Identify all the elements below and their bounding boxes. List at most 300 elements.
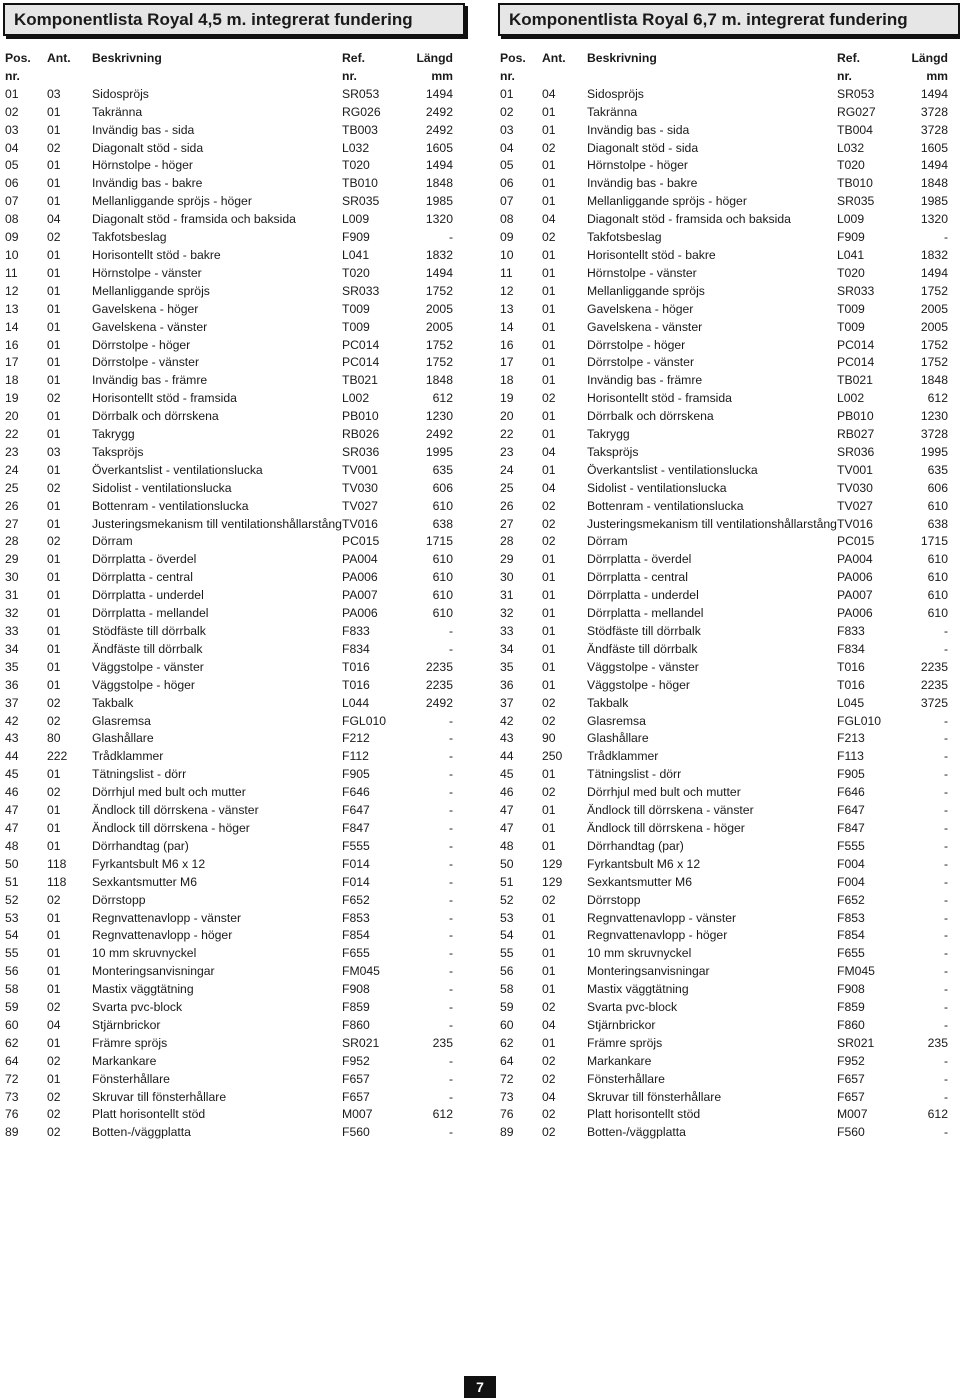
cell-len: -	[448, 1053, 453, 1068]
cell-ref: L032	[837, 140, 865, 155]
cell-desc: Trådklammer	[587, 749, 659, 764]
table-row	[498, 623, 948, 641]
cell-len: 606	[432, 480, 453, 495]
table-row	[3, 426, 453, 444]
cell-pos: 07	[500, 194, 514, 209]
cell-ref: PA006	[837, 570, 873, 585]
cell-ant: 04	[542, 1089, 556, 1104]
table-row	[3, 104, 453, 122]
cell-ant: 01	[542, 158, 556, 173]
cell-len: 2492	[425, 122, 453, 137]
table-row	[3, 1017, 453, 1035]
cell-desc: Fönsterhållare	[587, 1071, 665, 1086]
cell-desc: Hörnstolpe - höger	[587, 158, 688, 173]
cell-ant: 01	[47, 283, 61, 298]
cell-ref: TB010	[837, 176, 873, 191]
cell-desc: Dörrplatta - överdel	[92, 552, 197, 567]
cell-len: -	[448, 838, 453, 853]
cell-ant: 01	[542, 767, 556, 782]
cell-ant: 01	[47, 498, 61, 513]
cell-pos: 53	[5, 910, 19, 925]
table-row	[498, 283, 948, 301]
table-row	[3, 372, 453, 390]
table-row	[3, 730, 453, 748]
cell-desc: Skruvar till fönsterhållare	[587, 1089, 722, 1104]
cell-len: 610	[432, 570, 453, 585]
cell-ant: 129	[542, 874, 563, 889]
cell-desc: 10 mm skruvnyckel	[92, 946, 197, 961]
cell-len: 2235	[425, 677, 453, 692]
table-row	[3, 390, 453, 408]
cell-pos: 89	[5, 1125, 19, 1140]
cell-desc: Ändlock till dörrskena - vänster	[92, 803, 259, 818]
cell-ref: F657	[342, 1071, 370, 1086]
cell-pos: 58	[5, 982, 19, 997]
cell-desc: Hörnstolpe - höger	[92, 158, 193, 173]
cell-ref: F854	[837, 928, 865, 943]
cell-ant: 01	[542, 265, 556, 280]
cell-pos: 59	[500, 1000, 514, 1015]
cell-ant: 01	[47, 104, 61, 119]
cell-desc: Glasremsa	[92, 713, 151, 728]
cell-ant: 01	[47, 677, 61, 692]
cell-desc: Dörrstolpe - höger	[92, 337, 191, 352]
cell-pos: 20	[5, 409, 19, 424]
cell-ant: 04	[542, 1017, 556, 1032]
cell-len: -	[448, 803, 453, 818]
cell-ref: F014	[342, 874, 370, 889]
table-row	[3, 86, 453, 104]
cell-pos: 13	[500, 301, 514, 316]
table-row	[498, 856, 948, 874]
cell-pos: 16	[500, 337, 514, 352]
cell-len: -	[448, 230, 453, 245]
cell-desc: 10 mm skruvnyckel	[587, 946, 692, 961]
cell-len: 1832	[425, 247, 453, 262]
cell-ant: 01	[47, 964, 61, 979]
cell-ref: SR053	[837, 86, 875, 101]
table-row	[3, 354, 453, 372]
cell-desc: Diagonalt stöd - framsida och baksida	[587, 212, 791, 227]
cell-ref: F004	[837, 874, 865, 889]
cell-ref: PC014	[342, 337, 380, 352]
cell-ref: RG026	[342, 104, 381, 119]
cell-ref: T020	[837, 158, 865, 173]
cell-ref: PC014	[342, 355, 380, 370]
table-row	[3, 122, 453, 140]
cell-ant: 02	[47, 140, 61, 155]
cell-pos: 28	[500, 534, 514, 549]
cell-ant: 01	[47, 1035, 61, 1050]
cell-len: -	[943, 713, 948, 728]
cell-desc: Markankare	[92, 1053, 157, 1068]
cell-pos: 53	[500, 910, 514, 925]
cell-ref: L044	[342, 695, 370, 710]
table-row	[3, 892, 453, 910]
cell-ref: F212	[342, 731, 370, 746]
cell-desc: Sidospröjs	[587, 86, 644, 101]
cell-len: 3728	[920, 427, 948, 442]
table-row	[3, 605, 453, 623]
cell-pos: 56	[5, 964, 19, 979]
cell-len: 610	[432, 498, 453, 513]
cell-pos: 55	[5, 946, 19, 961]
cell-pos: 52	[500, 892, 514, 907]
cell-ant: 04	[542, 444, 556, 459]
cell-len: 1752	[920, 355, 948, 370]
table-row	[498, 551, 948, 569]
cell-desc: Horisontellt stöd - framsida	[92, 391, 237, 406]
cell-ant: 01	[47, 803, 61, 818]
cell-desc: Invändig bas - främre	[587, 373, 703, 388]
table-row	[3, 408, 453, 426]
cell-len: 612	[927, 391, 948, 406]
cell-desc: Takbalk	[587, 695, 629, 710]
cell-ref: PC014	[837, 355, 875, 370]
cell-pos: 47	[500, 803, 514, 818]
cell-pos: 64	[500, 1053, 514, 1068]
table-row	[498, 444, 948, 462]
header-ant: Ant.	[47, 51, 71, 65]
table-row	[498, 122, 948, 140]
table-row	[498, 175, 948, 193]
cell-len: 3728	[920, 122, 948, 137]
cell-desc: Regnvattenavlopp - höger	[92, 928, 233, 943]
cell-ant: 01	[542, 552, 556, 567]
table-row	[3, 820, 453, 838]
header-len-sub: mm	[431, 68, 453, 83]
table-row	[498, 301, 948, 319]
cell-desc: Fönsterhållare	[92, 1071, 170, 1086]
cell-pos: 12	[500, 283, 514, 298]
table-row	[498, 408, 948, 426]
cell-ant: 80	[47, 731, 61, 746]
cell-pos: 23	[5, 444, 19, 459]
cell-pos: 11	[500, 265, 513, 280]
table-row	[498, 605, 948, 623]
cell-desc: Bottenram - ventilationslucka	[92, 498, 249, 513]
cell-desc: Dörrhjul med bult och mutter	[92, 785, 246, 800]
cell-ref: F905	[342, 767, 370, 782]
cell-ref: PC015	[342, 534, 380, 549]
table-row	[3, 444, 453, 462]
cell-pos: 18	[500, 373, 514, 388]
cell-ant: 01	[47, 588, 61, 603]
cell-len: 1995	[425, 444, 453, 459]
cell-ant: 02	[542, 1053, 556, 1068]
cell-ant: 02	[47, 1107, 61, 1122]
header-len: Längd	[416, 51, 453, 65]
cell-desc: Takränna	[92, 104, 143, 119]
header-ref: Ref.	[342, 51, 366, 65]
cell-pos: 59	[5, 1000, 19, 1015]
cell-len: 3725	[920, 695, 948, 710]
cell-ref: F860	[342, 1017, 370, 1032]
cell-ref: RB026	[342, 427, 380, 442]
cell-ant: 01	[542, 104, 556, 119]
table-row	[3, 713, 453, 731]
cell-desc: Invändig bas - bakre	[92, 176, 203, 191]
cell-pos: 36	[500, 677, 514, 692]
cell-desc: Stödfäste till dörrbalk	[92, 624, 206, 638]
table-row	[498, 516, 948, 534]
cell-len: 2235	[920, 677, 948, 692]
cell-len: 1848	[425, 373, 453, 388]
cell-ref: T009	[837, 301, 865, 316]
cell-pos: 30	[500, 570, 514, 585]
table-row	[498, 229, 948, 247]
cell-ant: 01	[47, 570, 61, 585]
cell-ref: L002	[342, 391, 370, 406]
cell-ref: F952	[342, 1053, 370, 1068]
cell-ant: 01	[542, 319, 556, 334]
cell-len: -	[448, 1000, 453, 1015]
cell-pos: 14	[5, 319, 19, 334]
cell-ref: T009	[837, 319, 865, 334]
table-row	[498, 337, 948, 355]
cell-ref: F652	[342, 892, 370, 907]
cell-len: -	[943, 1089, 948, 1104]
cell-desc: Dörrplatta - mellandel	[92, 606, 209, 621]
cell-ref: T016	[342, 659, 370, 674]
cell-ref: L032	[342, 140, 370, 155]
cell-ref: F834	[342, 641, 370, 656]
cell-ant: 01	[542, 1035, 556, 1050]
table-row	[3, 910, 453, 928]
cell-desc: Mastix väggtätning	[92, 982, 194, 997]
cell-desc: Skruvar till fönsterhållare	[92, 1089, 227, 1104]
cell-desc: Hörnstolpe - vänster	[587, 265, 697, 280]
cell-desc: Dörrplatta - överdel	[587, 552, 692, 567]
cell-len: 610	[432, 606, 453, 621]
cell-pos: 33	[5, 624, 19, 638]
cell-pos: 55	[500, 946, 514, 961]
table-row	[3, 319, 453, 337]
table-row	[3, 480, 453, 498]
cell-desc: Regnvattenavlopp - vänster	[587, 910, 737, 925]
table-row	[3, 623, 453, 641]
cell-len: 1715	[425, 534, 453, 549]
cell-ant: 01	[542, 659, 556, 674]
cell-pos: 08	[500, 212, 514, 227]
cell-ant: 02	[542, 230, 556, 245]
table-row	[3, 945, 453, 963]
cell-ant: 01	[542, 641, 556, 656]
cell-pos: 35	[5, 659, 19, 674]
header-ref-sub: nr.	[837, 68, 852, 83]
cell-ref: FM045	[342, 964, 380, 979]
cell-ref: PA007	[342, 588, 378, 603]
table-row	[3, 838, 453, 856]
cell-desc: Stjärnbrickor	[92, 1017, 161, 1032]
cell-ant: 01	[47, 265, 61, 280]
cell-desc: Dörrstopp	[92, 892, 146, 907]
cell-desc: Dörrstolpe - vänster	[92, 355, 200, 370]
cell-pos: 46	[500, 785, 514, 800]
cell-pos: 16	[5, 337, 19, 352]
cell-desc: Sidolist - ventilationslucka	[587, 480, 727, 495]
cell-ref: TV027	[837, 498, 873, 513]
table-row	[498, 820, 948, 838]
cell-ref: PA004	[837, 552, 873, 567]
table-row	[498, 104, 948, 122]
cell-ref: F004	[837, 856, 865, 871]
cell-len: -	[943, 230, 948, 245]
cell-desc: Takbalk	[92, 695, 134, 710]
cell-ref: PA007	[837, 588, 873, 603]
cell-pos: 09	[5, 230, 19, 245]
cell-ant: 118	[47, 856, 67, 871]
cell-desc: Sidospröjs	[92, 86, 149, 101]
cell-len: -	[943, 749, 948, 764]
cell-desc: Ändlock till dörrskena - höger	[92, 820, 250, 835]
table-row	[498, 1035, 948, 1053]
cell-ref: F833	[342, 624, 370, 638]
table-row	[3, 748, 453, 766]
table-row	[498, 157, 948, 175]
header-ant-sub	[47, 68, 92, 86]
cell-ref: T016	[837, 659, 865, 674]
cell-ant: 01	[47, 337, 61, 352]
header-ref: Ref.	[837, 51, 861, 65]
cell-desc: Sidolist - ventilationslucka	[92, 480, 232, 495]
cell-pos: 37	[500, 695, 514, 710]
cell-pos: 32	[5, 606, 19, 621]
table-row	[498, 480, 948, 498]
cell-pos: 47	[5, 820, 19, 835]
cell-len: -	[448, 785, 453, 800]
cell-desc: Gavelskena - vänster	[587, 319, 703, 334]
cell-len: 2005	[425, 319, 453, 334]
table-row	[498, 498, 948, 516]
cell-desc: Monteringsanvisningar	[587, 964, 710, 979]
cell-desc: Invändig bas - sida	[92, 122, 195, 137]
cell-len: -	[448, 982, 453, 997]
cell-len: 2235	[920, 659, 948, 674]
cell-ref: F646	[837, 785, 865, 800]
table-row	[3, 498, 453, 516]
cell-ref: F646	[342, 785, 370, 800]
table-row	[498, 372, 948, 390]
cell-pos: 35	[500, 659, 514, 674]
table-row	[3, 802, 453, 820]
cell-pos: 10	[5, 247, 19, 262]
cell-ref: PC015	[837, 534, 875, 549]
cell-ref: T020	[837, 265, 865, 280]
cell-ant: 250	[542, 749, 563, 764]
table-row	[498, 999, 948, 1017]
cell-ant: 02	[542, 391, 556, 406]
cell-ref: PA006	[342, 570, 378, 585]
cell-pos: 48	[500, 838, 514, 853]
cell-ref: F113	[837, 749, 864, 764]
table-row	[3, 981, 453, 999]
cell-desc: Glasremsa	[587, 713, 646, 728]
cell-ant: 01	[47, 820, 61, 835]
cell-len: 2005	[920, 319, 948, 334]
cell-len: -	[448, 1071, 453, 1086]
cell-len: -	[448, 767, 453, 782]
cell-desc: Dörrplatta - underdel	[92, 588, 204, 603]
cell-ant: 03	[47, 444, 61, 459]
cell-ref: F860	[837, 1017, 865, 1032]
cell-len: -	[448, 713, 453, 728]
cell-pos: 12	[5, 283, 19, 298]
cell-len: 1752	[920, 337, 948, 352]
cell-ref: L041	[837, 247, 865, 262]
cell-pos: 26	[5, 498, 19, 513]
cell-pos: 29	[500, 552, 514, 567]
cell-len: 235	[432, 1035, 453, 1050]
cell-len: -	[448, 874, 453, 889]
cell-desc: Diagonalt stöd - sida	[92, 140, 204, 155]
cell-len: -	[448, 1125, 453, 1140]
cell-ant: 02	[47, 391, 61, 406]
cell-ref: SR021	[837, 1035, 875, 1050]
table-row	[3, 551, 453, 569]
header-pos: Pos.	[5, 51, 31, 65]
cell-desc: Horisontellt stöd - framsida	[587, 391, 732, 406]
cell-ant: 02	[542, 498, 556, 513]
cell-pos: 05	[500, 158, 514, 173]
cell-ref: T020	[342, 265, 370, 280]
cell-ref: F657	[837, 1071, 865, 1086]
cell-len: 610	[927, 498, 948, 513]
cell-desc: Stödfäste till dörrbalk	[587, 624, 701, 638]
cell-desc: Dörrhjul med bult och mutter	[587, 785, 741, 800]
cell-pos: 44	[5, 749, 19, 764]
cell-pos: 42	[500, 713, 514, 728]
cell-len: -	[448, 856, 453, 871]
table-row	[3, 927, 453, 945]
cell-ant: 03	[47, 86, 61, 101]
cell-len: 610	[432, 588, 453, 603]
table-row	[3, 874, 453, 892]
cell-len: -	[943, 910, 948, 925]
cell-ant: 90	[542, 731, 556, 746]
cell-ref: F555	[342, 838, 370, 853]
cell-desc: Dörrstopp	[587, 892, 641, 907]
cell-ant: 02	[542, 1107, 556, 1122]
cell-len: 610	[432, 552, 453, 567]
cell-len: -	[448, 910, 453, 925]
table-row	[3, 1035, 453, 1053]
component-list-section-6-7m	[498, 3, 960, 1142]
cell-ant: 04	[542, 86, 556, 101]
cell-pos: 18	[5, 373, 19, 388]
cell-pos: 03	[500, 122, 514, 137]
cell-desc: Fyrkantsbult M6 x 12	[92, 856, 206, 871]
cell-pos: 45	[500, 767, 514, 782]
cell-len: -	[943, 1053, 948, 1068]
table-row	[3, 999, 453, 1017]
table-row	[498, 354, 948, 372]
cell-pos: 04	[5, 140, 19, 155]
cell-pos: 05	[5, 158, 19, 173]
cell-pos: 60	[5, 1017, 19, 1032]
cell-ant: 01	[542, 122, 556, 137]
cell-len: -	[943, 964, 948, 979]
cell-len: 1320	[425, 212, 453, 227]
table-row	[3, 140, 453, 158]
cell-ref: SR035	[837, 194, 875, 209]
cell-desc: Tätningslist - dörr	[92, 767, 187, 782]
cell-ref: F652	[837, 892, 865, 907]
cell-ant: 02	[47, 695, 61, 710]
cell-ant: 02	[47, 1125, 61, 1140]
cell-len: 2492	[425, 695, 453, 710]
cell-ref: F555	[837, 838, 865, 853]
